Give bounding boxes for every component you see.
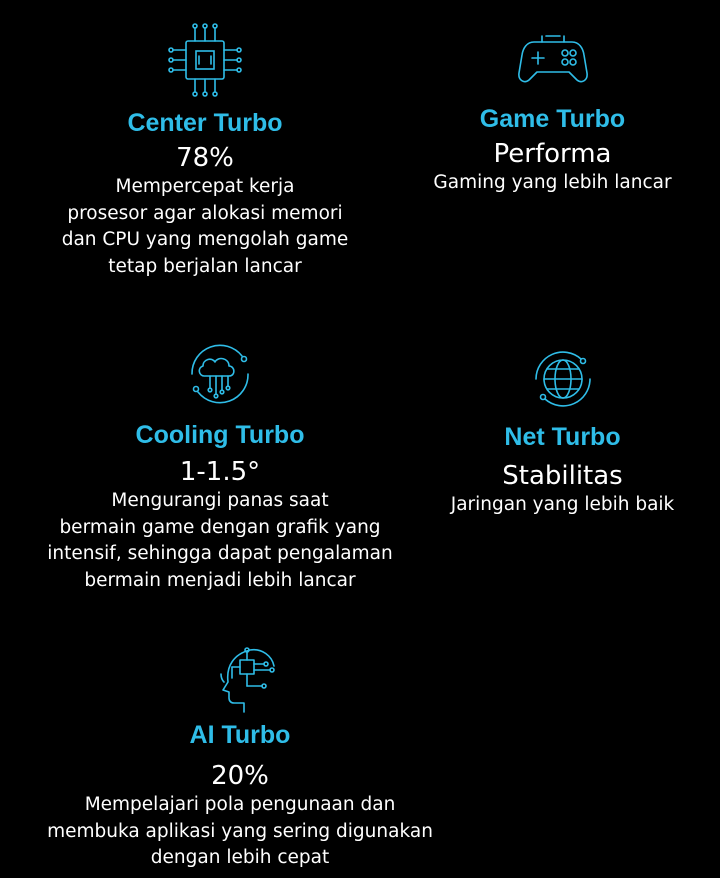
description-line: dengan lebih cepat [150, 847, 330, 868]
description-line: membuka aplikasi yang sering digunakan [47, 820, 433, 842]
processor-chip-icon [20, 20, 390, 100]
description-line: prosesor agar alokasi memori [67, 202, 343, 224]
description-line: Gaming yang lebih lancar [433, 172, 672, 193]
feature-title: Cooling Turbo [135, 421, 305, 449]
description-line: bermain game dengan grafik yang [59, 516, 381, 538]
feature-description [405, 170, 700, 197]
description-line: Mempercepat kerja [115, 176, 295, 197]
feature-title: Center Turbo [127, 109, 283, 137]
feature-net-turbo [425, 344, 700, 519]
feature-value: 20% [211, 761, 269, 791]
feature-description [20, 174, 390, 280]
feature-description [25, 488, 415, 594]
feature-title: AI Turbo [189, 721, 291, 749]
feature-center-turbo [20, 20, 390, 280]
feature-cooling-turbo [25, 338, 415, 594]
description-line: Jaringan yang lebih baik [450, 494, 675, 515]
feature-title: Net Turbo [504, 423, 621, 451]
globe-network-icon [425, 344, 700, 414]
feature-value: Stabilitas [502, 461, 623, 491]
description-line: Mengurangi panas saat [111, 490, 329, 511]
feature-description [30, 792, 450, 872]
feature-title: Game Turbo [479, 105, 626, 133]
game-controller-icon [405, 32, 700, 90]
feature-game-turbo [405, 32, 700, 197]
description-line: tetap berjalan lancar [108, 255, 302, 277]
ai-head-circuit-icon [30, 642, 450, 714]
feature-value: 78% [176, 143, 234, 173]
description-line: dan CPU yang mengolah game [61, 229, 349, 250]
description-line: bermain menjadi lebih lancar [84, 569, 356, 591]
feature-value: 1-1.5° [179, 457, 261, 487]
cloud-circuit-icon [25, 338, 415, 410]
description-line: intensif, sehingga dapat pengalaman [47, 543, 393, 564]
description-line: Mempelajari pola pengunaan dan [84, 794, 396, 815]
feature-ai-turbo [30, 642, 450, 872]
feature-description [425, 492, 700, 519]
feature-value: Performa [493, 139, 612, 169]
